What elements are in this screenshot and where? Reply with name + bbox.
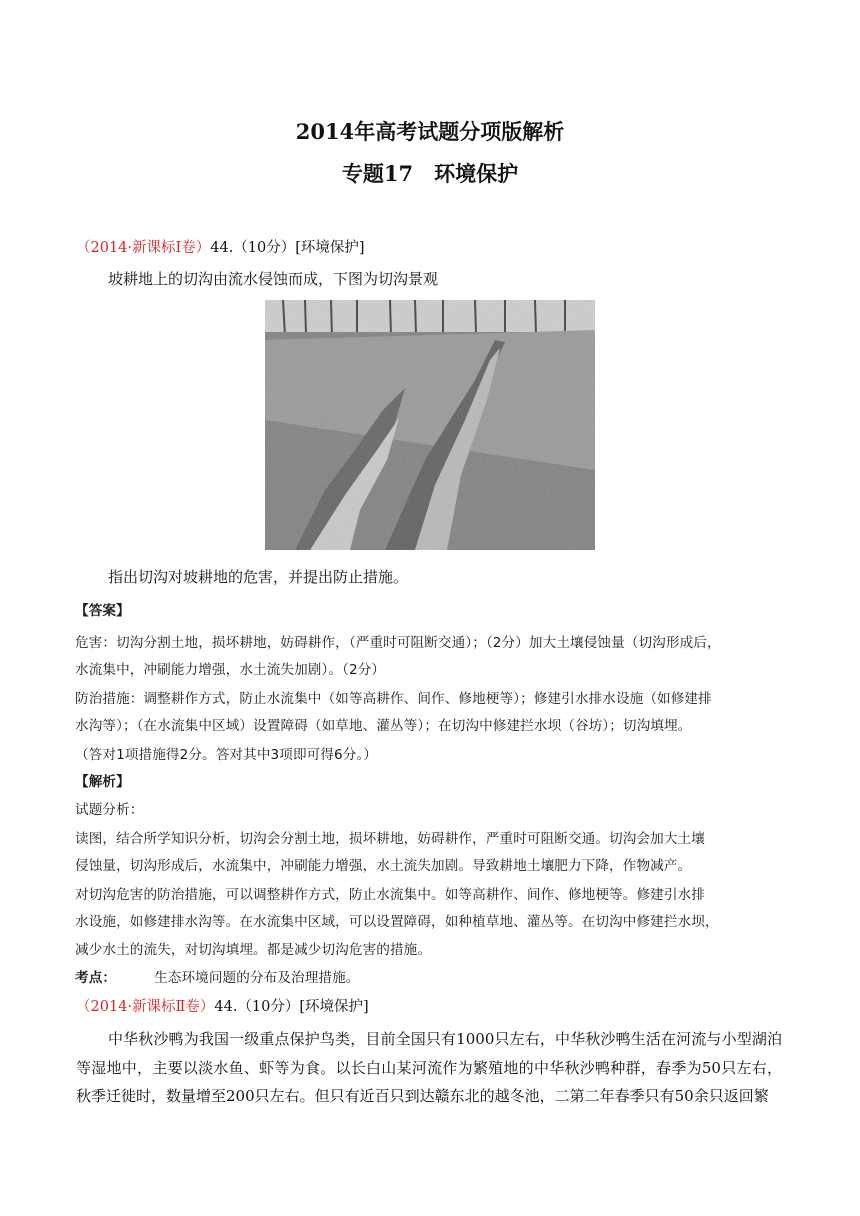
question-2-meta: 44.（10分）[环境保护] bbox=[214, 999, 369, 1015]
analysis-line: 读图，结合所学知识分析，切沟会分割土地，损坏耕地，妨碍耕作，严重时可阻断交通。切沟会加大土壤 bbox=[75, 831, 705, 847]
answer-line: 危害：切沟分割土地，损坏耕地，妨碍耕作，（严重时可阻断交通）；（2分）加大土壤侵蚀量（切沟形成后， bbox=[75, 635, 721, 651]
answer-line: 水沟等）；（在水流集中区域）设置障碍（如草地、灌丛等）；在切沟中修建拦水坝（谷坊）；切沟填埋。 bbox=[75, 718, 692, 734]
redaction-mark bbox=[116, 971, 154, 985]
key-point-text: 生态环境问题的分布及治理措施。 bbox=[154, 970, 360, 986]
analysis-line: 减少水土的流失，对切沟填埋。都是减少切沟危害的措施。 bbox=[75, 942, 432, 958]
analysis-line: 水设施，如修建排水沟等。在水流集中区域，可以设置障碍，如种植草地、灌丛等。在切沟中修建拦水坝， bbox=[75, 914, 719, 930]
question-1-source: （2014·新课标Ⅰ卷） bbox=[76, 240, 211, 256]
key-point-label: 考点： bbox=[75, 970, 117, 986]
answer-line: （答对1项措施得2分。答对其中3项即可得6分。） bbox=[75, 747, 378, 763]
key-point-line bbox=[75, 966, 360, 986]
question-2-source: （2014·新课标Ⅱ卷） bbox=[76, 999, 215, 1015]
question-1-meta: 44.（10分）[环境保护] bbox=[210, 240, 365, 256]
question-1-header bbox=[76, 236, 365, 257]
question-2-header bbox=[76, 995, 369, 1016]
question-2-paragraph: 中华秋沙鸭为我国一级重点保护鸟类，目前全国只有1000只左右，中华秋沙鸭生活在河流与小型湖泊等湿地中，主要以淡水鱼、虾等为食。以长白山某河流作为繁殖地的中华秋沙鸭种群，春季为50只左右，秋季迁徙时，数量增至200只左右。但只有近百只到达赣东北的越冬池，二第二年春季只有50余只返回繁 bbox=[76, 1030, 782, 1105]
question-1-prompt: 指出切沟对坡耕地的危害，并提出防止措施。 bbox=[108, 568, 409, 586]
answer-line: 防治措施：调整耕作方式，防止水流集中（如等高耕作、间作、修地梗等）；修建引水排水设施（如修建排 bbox=[75, 691, 712, 707]
analysis-heading: 【解析】 bbox=[75, 774, 130, 790]
answer-heading: 【答案】 bbox=[75, 603, 130, 619]
page-title: 2014年高考试题分项版解析 bbox=[295, 119, 565, 144]
analysis-line: 对切沟危害的防治措施，可以调整耕作方式，防止水流集中。如等高耕作、间作、修地梗等。修建引水排 bbox=[75, 887, 705, 903]
question-1-intro: 坡耕地上的切沟由流水侵蚀而成，下图为切沟景观 bbox=[108, 270, 439, 288]
question-2-body bbox=[76, 1025, 782, 1111]
gully-landscape-photo bbox=[265, 300, 595, 550]
answer-line: 水流集中，冲刷能力增强，水土流失加剧）。（2分） bbox=[75, 662, 386, 678]
answer-box bbox=[75, 597, 757, 987]
analysis-subheading: 试题分析： bbox=[75, 802, 144, 818]
page-subtitle: 专题17 环境保护 bbox=[341, 161, 519, 186]
analysis-line: 侵蚀量，切沟形成后，水流集中，冲刷能力增强，水土流失加剧。导致耕地土壤肥力下降，作物减产。 bbox=[75, 858, 692, 874]
